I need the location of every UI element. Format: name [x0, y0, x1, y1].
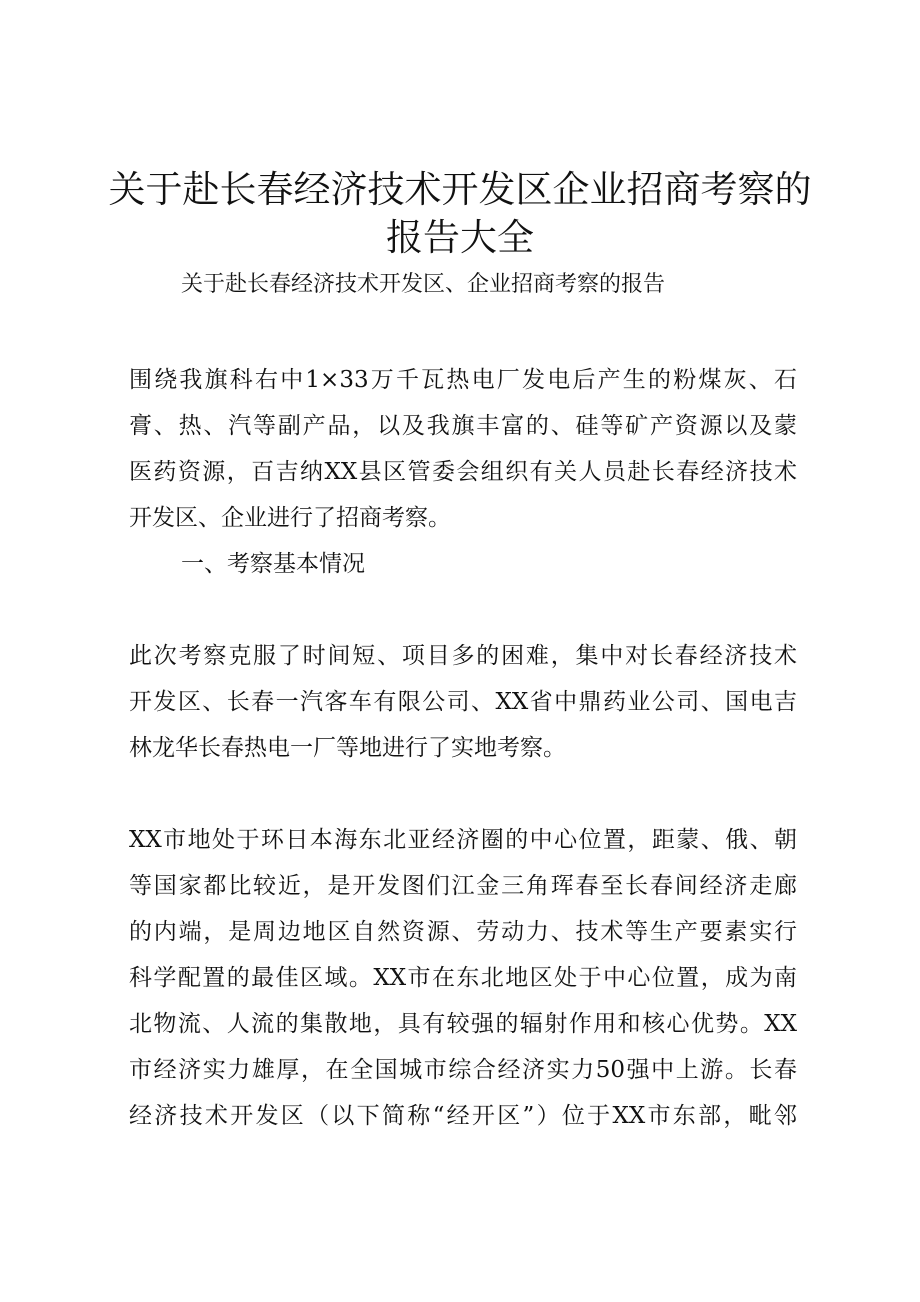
paragraph-3-line-1: XX市地处于环日本海东北亚经济圈的中心位置，距蒙、俄、朝 [129, 827, 797, 853]
paragraph-2-line-3: 林龙华长春热电一厂等地进行了实地考察。 [129, 735, 566, 761]
paragraph-1-line-3: 医药资源，百吉纳XX县区管委会组织有关人员赴长春经济技术 [129, 459, 797, 485]
paragraph-1-line-1: 围绕我旗科右中1×33万千瓦热电厂发电后产生的粉煤灰、石 [129, 367, 797, 393]
document-subtitle: 关于赴长春经济技术开发区、企业招商考察的报告 [181, 272, 666, 297]
document-title-line-2: 报告大全 [386, 216, 534, 259]
section-1-heading: 一、考察基本情况 [181, 551, 365, 577]
document-title-line-1: 关于赴长春经济技术开发区企业招商考察的 [108, 168, 812, 211]
paragraph-3-line-6: 市经济实力雄厚，在全国城市综合经济实力50强中上游。长春 [129, 1057, 797, 1083]
paragraph-1-line-2: 膏、热、汽等副产品，以及我旗丰富的、硅等矿产资源以及蒙 [129, 413, 797, 439]
paragraph-2-line-1: 此次考察克服了时间短、项目多的困难，集中对长春经济技术 [129, 643, 797, 669]
paragraph-3-line-2: 等国家都比较近，是开发图们江金三角珲春至长春间经济走廊 [129, 873, 797, 899]
paragraph-3-line-7: 经济技术开发区（以下简称“经开区”）位于XX市东部，毗邻 [129, 1103, 797, 1129]
paragraph-1-line-4: 开发区、企业进行了招商考察。 [129, 505, 451, 531]
paragraph-3-line-5: 北物流、人流的集散地，具有较强的辐射作用和核心优势。XX [129, 1011, 797, 1037]
paragraph-2-line-2: 开发区、长春一汽客车有限公司、XX省中鼎药业公司、国电吉 [129, 689, 797, 715]
paragraph-3-line-3: 的内端，是周边地区自然资源、劳动力、技术等生产要素实行 [129, 919, 797, 945]
paragraph-3-line-4: 科学配置的最佳区域。XX市在东北地区处于中心位置，成为南 [129, 965, 797, 991]
